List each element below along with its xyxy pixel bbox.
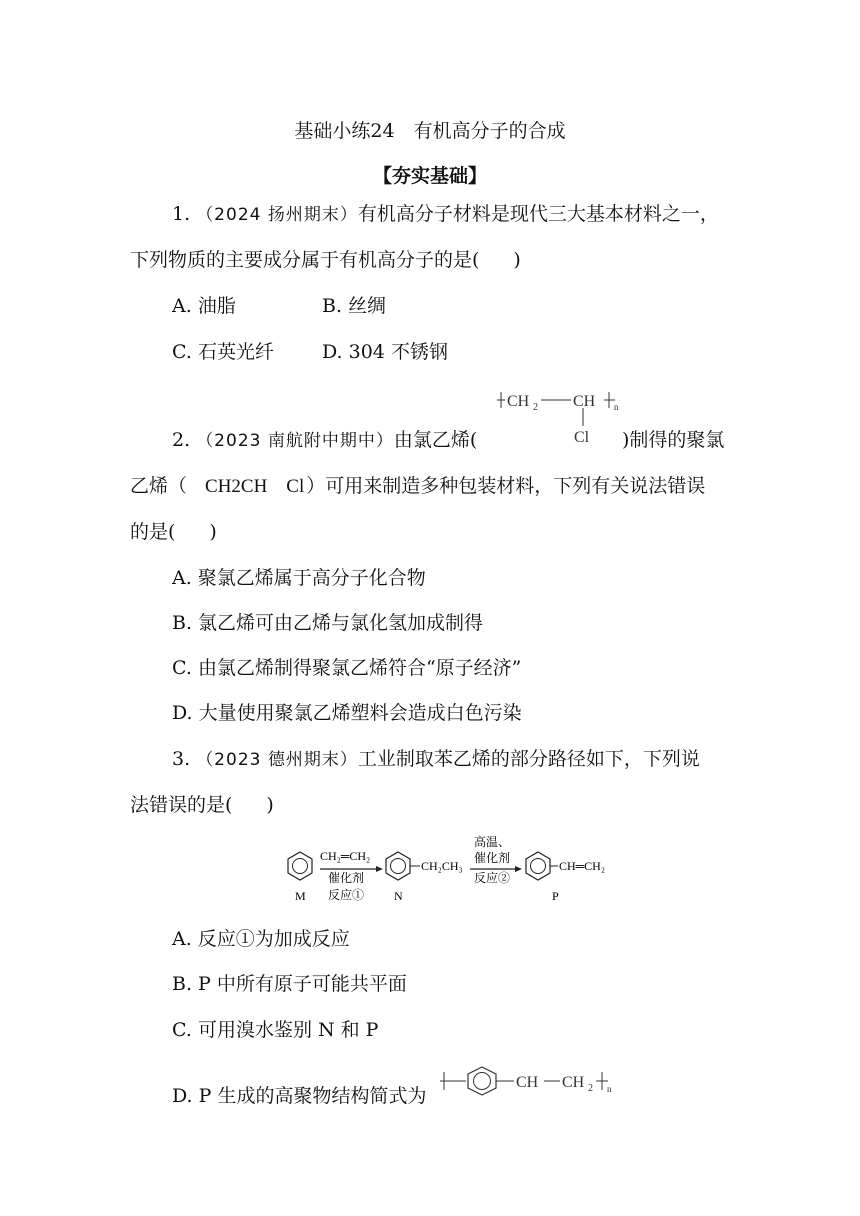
- benzene-ring-m: [288, 852, 312, 880]
- polymer-n-text: n: [607, 1084, 612, 1094]
- page-title: 基础小练24 有机高分子的合成: [294, 120, 566, 142]
- section-heading: 【夯实基础】: [372, 165, 487, 187]
- reaction-1-label: 反应①: [328, 888, 365, 902]
- q1-line1: [172, 200, 719, 229]
- label-n: N: [394, 889, 403, 903]
- monomer-cl-text: Cl: [574, 429, 590, 446]
- q2-stem-line3: 的是(: [130, 521, 176, 543]
- q3-line1: [172, 745, 700, 774]
- polymer-sub2-text: 2: [588, 1083, 593, 1094]
- monomer-ch-text: CH: [573, 393, 596, 410]
- q2-option-d: D. 大量使用聚氯乙烯塑料会造成白色污染: [172, 702, 522, 724]
- q2-source: （2023 南航附中期中）: [196, 431, 394, 451]
- monomer-ch2-text: CH: [507, 393, 530, 410]
- q2-stem-part2: )制得的聚氯: [622, 429, 725, 451]
- q1-source: （2024 扬州期末）: [196, 205, 358, 225]
- q3-option-b: B. P 中所有原子可能共平面: [172, 973, 407, 995]
- q1-option-a: A. 油脂: [172, 295, 236, 317]
- label-m: M: [295, 889, 306, 903]
- catalyst-1: 催化剂: [328, 871, 365, 885]
- label-p: P: [552, 889, 559, 903]
- q2-line2: [130, 472, 705, 501]
- q2-number: 2.: [172, 429, 191, 451]
- polymer-ch2-text: CH: [562, 1074, 585, 1091]
- reagent-ethylene: CH₂═CH₂: [320, 849, 371, 863]
- q2-option-b: B. 氯乙烯可由乙烯与氯化氢加成制得: [172, 612, 484, 634]
- q3-line2: [130, 791, 274, 819]
- benzene-ring-p: [526, 852, 550, 880]
- q1-option-b: B. 丝绸: [322, 295, 387, 317]
- q2-inline-formula: CH2CH Cl: [205, 476, 305, 497]
- monomer-n-text: n: [614, 402, 619, 412]
- q3-stem-line2: 法错误的是(: [130, 794, 233, 816]
- q1-stem-line1: 有机高分子材料是现代三大基本材料之一，: [357, 203, 719, 225]
- q3-option-d: D. P 生成的高聚物结构简式为: [172, 1085, 427, 1107]
- q3-option-a: A. 反应①为加成反应: [172, 928, 350, 950]
- q3-close-paren: ): [266, 794, 274, 816]
- ethyl-group: CH₂CH₃: [421, 859, 463, 873]
- q1-stem-line2: 下列物质的主要成分属于有机高分子的是(: [130, 249, 480, 271]
- q1-close-paren: ): [513, 249, 521, 271]
- q2-line1: [172, 426, 477, 455]
- q2-stem-part1: 由氯乙烯(: [393, 429, 478, 451]
- reaction-2-label: 反应②: [474, 871, 511, 885]
- vinyl-group: CH═CH₂: [559, 859, 606, 873]
- q1-option-d: D. 304 不锈钢: [322, 341, 448, 363]
- q3-option-c: C. 可用溴水鉴别 N 和 P: [172, 1019, 379, 1041]
- q2-close-paren: ): [209, 521, 217, 543]
- q2-option-a: A. 聚氯乙烯属于高分子化合物: [172, 567, 426, 589]
- chloroethylene-structure-diagram: [497, 384, 627, 450]
- condition-high-temp: 高温、: [474, 835, 511, 849]
- q3-source: （2023 德州期末）: [196, 750, 358, 770]
- q3-stem-line1: 工业制取苯乙烯的部分路径如下，下列说: [357, 748, 700, 770]
- q2-line3: [130, 518, 217, 546]
- q1-line2: [130, 246, 521, 274]
- q1-number: 1.: [172, 203, 191, 225]
- q2-line2-prefix: 乙烯（: [130, 475, 188, 497]
- benzene-ring-n: [386, 852, 410, 880]
- polystyrene-structure-diagram: [440, 1060, 620, 1102]
- polymer-ch-text: CH: [516, 1074, 539, 1091]
- q2-option-c: C. 由氯乙烯制得聚氯乙烯符合“原子经济”: [172, 657, 522, 679]
- catalyst-2: 催化剂: [474, 851, 511, 865]
- q3-number: 3.: [172, 748, 191, 770]
- monomer-sub2-text: 2: [533, 402, 538, 413]
- reaction-scheme-diagram: [280, 832, 625, 908]
- q2-line2-suffix: ）可用来制造多种包装材料，下列有关说法错误: [306, 475, 706, 497]
- q1-option-c: C. 石英光纤: [172, 341, 274, 363]
